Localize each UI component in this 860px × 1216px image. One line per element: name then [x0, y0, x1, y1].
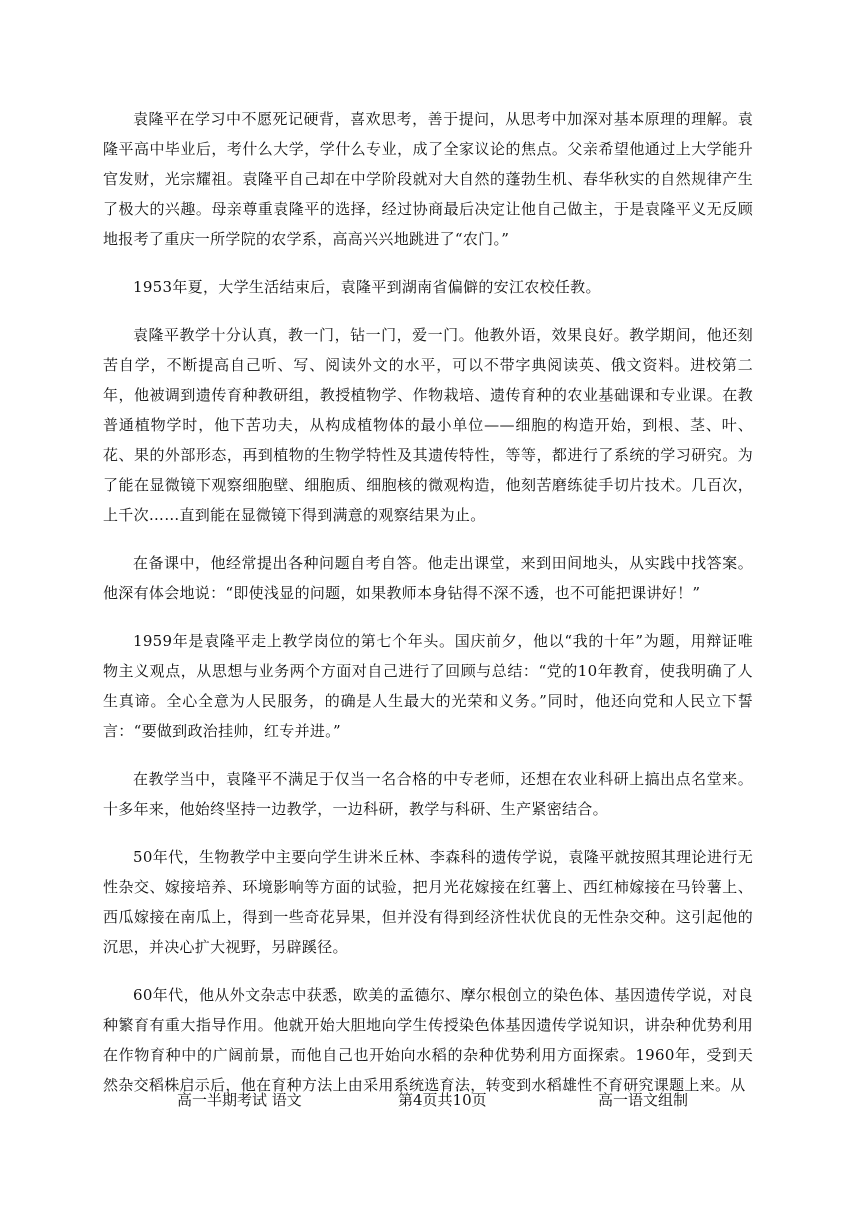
- paragraph: 袁隆平教学十分认真，教一门，钻一门，爱一门。他教外语，效果良好。教学期间，他还刻苦自学，不断提高自己听、写、阅读外文的水平，可以不带字典阅读英、俄文资料。进校第二年，他被调到遗传育种教研组，教授植物学、作物栽培、遗传育种的农业基础课和专业课。在教普通植物学时，他下苦功夫，从构成植物体的最小单位——细胞的构造开始，到根、茎、叶、花、果的外部形态，再到植物的生物学特性及其遗传特性，等等，都进行了系统的学习研究。为了能在显微镜下观察细胞壁、细胞质、细胞核的微观构造，他刻苦磨练徒手切片技术。几百次，上千次……直到能在显微镜下得到满意的观察结果为止。: [103, 326, 753, 524]
- paragraph: 在教学当中，袁隆平不满足于仅当一名合格的中专老师，还想在农业科研上搞出点名堂来。十多年来，他始终坚持一边教学，一边科研，教学与科研、生产紧密结合。: [103, 770, 753, 818]
- paragraph: 1953年夏，大学生活结束后，袁隆平到湖南省偏僻的安江农校任教。: [133, 278, 601, 296]
- footer-exam-title: 高一半期考试 语文: [177, 1091, 302, 1109]
- paragraph: 1959年是袁隆平走上教学岗位的第七个年头。国庆前夕，他以“我的十年”为题，用辩证唯物主义观点，从思想与业务两个方面对自己进行了回顾与总结：“党的10年教育，使我明确了人生真谛。全心全意为人民服务，的确是人生最大的光荣和义务。”同时，他还向党和人民立下誓言：“要做到政治挂帅，红专并进。”: [103, 632, 753, 740]
- paragraph: 在备课中，他经常提出各种问题自考自答。他走出课堂，来到田间地头，从实践中找答案。他深有体会地说：“即使浅显的问题，如果教师本身钻得不深不透，也不可能把课讲好！”: [103, 554, 753, 602]
- paragraph: 60年代，他从外文杂志中获悉，欧美的孟德尔、摩尔根创立的染色体、基因遗传学说，对良种繁育有重大指导作用。他就开始大胆地向学生传授染色体基因遗传学说知识，讲杂种优势利用在作物育种中的广阔前景，而他自己也开始向水稻的杂种优势利用方面探索。1960年，受到天然杂交稻株启示后，他在育种方法上由采用系统选育法，转变到水稻雄性不育研究课题上来。从: [103, 986, 753, 1094]
- footer-page-number: 第4页共10页: [398, 1091, 487, 1109]
- article-body: [103, 104, 753, 1118]
- page-footer: [0, 1089, 860, 1113]
- paragraph: 50年代，生物教学中主要向学生讲米丘林、李森科的遗传学说，袁隆平就按照其理论进行无性杂交、嫁接培养、环境影响等方面的试验，把月光花嫁接在红薯上、西红柿嫁接在马铃薯上、西瓜嫁接在南瓜上，得到一些奇花异果，但并没有得到经济性状优良的无性杂交种。这引起他的沉思，并决心扩大视野，另辟蹊径。: [103, 848, 753, 956]
- footer-author: 高一语文组制: [598, 1091, 689, 1109]
- paragraph: 袁隆平在学习中不愿死记硬背，喜欢思考，善于提问，从思考中加深对基本原理的理解。袁隆平高中毕业后，考什么大学，学什么专业，成了全家议论的焦点。父亲希望他通过上大学能升官发财，光宗耀祖。袁隆平自己却在中学阶段就对大自然的蓬勃生机、春华秋实的自然规律产生了极大的兴趣。母亲尊重袁隆平的选择，经过协商最后决定让他自己做主，于是袁隆平义无反顾地报考了重庆一所学院的农学系，高高兴兴地跳进了“农门。”: [103, 110, 753, 248]
